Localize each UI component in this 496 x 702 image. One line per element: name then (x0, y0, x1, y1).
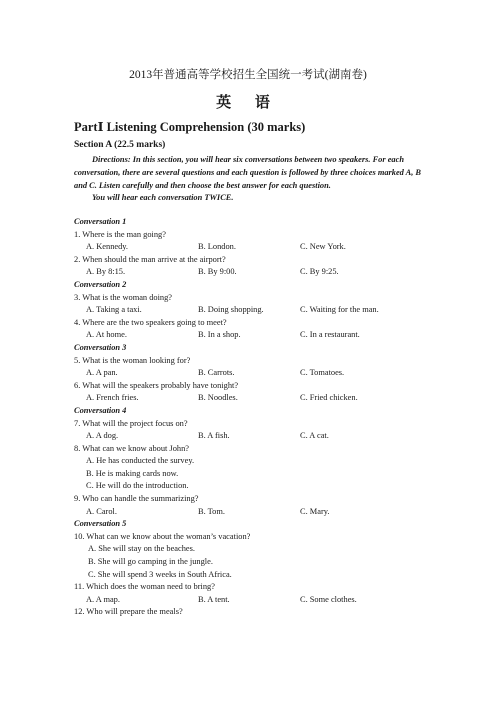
option-b: B. He is making cards now. (86, 468, 179, 478)
options-row (74, 392, 434, 405)
options-row (74, 266, 434, 279)
options-row (74, 430, 434, 443)
directions: Directions: In this section, you will hear six conversations between two speakers. For each conversation, there are several questions and each question is followed by three choices marked A, B and C. Listen carefully and then choose the best answer for each question. (74, 155, 422, 191)
question-text: 7. What will the project focus on? (74, 418, 188, 428)
conversation-heading: Conversation 5 (74, 519, 127, 529)
option-b: B. A tent. (198, 594, 230, 604)
option-c: C. New York. (300, 242, 346, 252)
option-a: A. Taking a taxi. (86, 305, 142, 315)
option-b: B. Noodles. (198, 393, 238, 403)
options-row (74, 594, 434, 607)
option-a: A. Carol. (86, 506, 117, 516)
option-c: C. Fried chicken. (300, 393, 358, 403)
option-a: A. A map. (86, 594, 120, 604)
option-c: C. A cat. (300, 431, 329, 441)
option-c: C. He will do the introduction. (86, 481, 189, 491)
option-b: B. In a shop. (198, 330, 241, 340)
options-row (74, 329, 434, 342)
option-a: A. She will stay on the beaches. (88, 544, 195, 554)
option-b: B. By 9:00. (198, 267, 237, 277)
option-b: B. She will go camping in the jungle. (88, 557, 213, 567)
option-c: C. Waiting for the man. (300, 305, 379, 315)
option-a: A. A pan. (86, 368, 118, 378)
question-text: 6. What will the speakers probably have tonight? (74, 380, 239, 390)
conversation-heading: Conversation 1 (74, 217, 127, 226)
option-b: B. Carrots. (198, 368, 235, 378)
subject-title: 英 语 (216, 95, 280, 111)
question-list (74, 216, 434, 619)
part-title: PartⅠ Listening Comprehension (30 marks) (74, 120, 306, 134)
option-b: B. London. (198, 242, 236, 252)
exam-title: 2013年普通高等学校招生全国统一考试(湖南卷) (129, 69, 367, 81)
question-text: 2. When should the man arrive at the airport? (74, 254, 226, 264)
option-c: C. In a restaurant. (300, 330, 360, 340)
question-text: 9. Who can handle the summarizing? (74, 494, 199, 504)
option-c: C. Some clothes. (300, 594, 357, 604)
option-c: C. She will spend 3 weeks in South Africa. (88, 569, 232, 579)
conversation-heading: Conversation 4 (74, 405, 127, 415)
option-a: A. He has conducted the survey. (86, 456, 195, 466)
option-a: A. French fries. (86, 393, 139, 403)
question-text: 1. Where is the man going? (74, 229, 166, 239)
options-row (74, 241, 434, 254)
question-text: 11. Which does the woman need to bring? (74, 582, 215, 592)
question-text: 3. What is the woman doing? (74, 292, 173, 302)
option-c: C. By 9:25. (300, 267, 339, 277)
conversation-heading: Conversation 3 (74, 342, 127, 352)
question-text: 10. What can we know about the woman’s vacation? (74, 531, 251, 541)
options-row (74, 506, 434, 519)
listen-twice-note: You will hear each conversation TWICE. (92, 193, 234, 202)
section-title: Section A (22.5 marks) (74, 140, 166, 150)
option-b: B. A fish. (198, 431, 230, 441)
option-a: A. A dog. (86, 431, 119, 441)
option-c: C. Mary. (300, 506, 330, 516)
option-a: A. By 8:15. (86, 267, 126, 277)
question-text: 4. Where are the two speakers going to meet? (74, 317, 227, 327)
options-row (74, 304, 434, 317)
option-b: B. Doing shopping. (198, 305, 264, 315)
option-b: B. Tom. (198, 506, 225, 516)
option-a: A. Kennedy. (86, 242, 129, 252)
option-c: C. Tomatoes. (300, 368, 345, 378)
option-a: A. At home. (86, 330, 127, 340)
question-text: 8. What can we know about John? (74, 443, 189, 453)
question-text: 5. What is the woman looking for? (74, 355, 191, 365)
conversation-heading: Conversation 2 (74, 279, 127, 289)
options-row (74, 367, 434, 380)
question-text: 12. Who will prepare the meals? (74, 607, 183, 617)
